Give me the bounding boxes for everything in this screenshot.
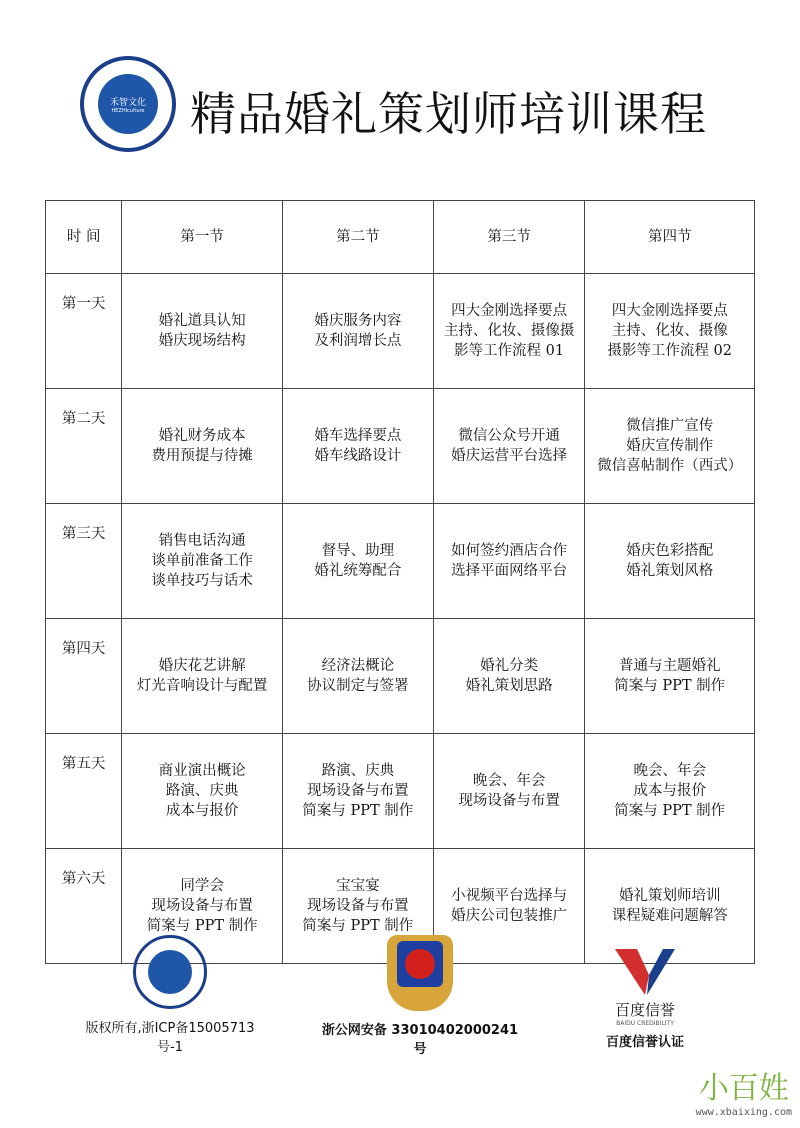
- session-cell: [433, 734, 585, 849]
- copyright-text: 版权所有,浙ICP备15005713号-1: [85, 1021, 255, 1055]
- session-line: 婚车线路设计: [314, 448, 402, 464]
- session-line: 婚礼分类: [480, 658, 539, 674]
- session-line: 晚会、年会: [633, 763, 706, 779]
- session-line: 宝宝宴: [336, 878, 380, 894]
- column-header: 时 间: [46, 201, 122, 274]
- watermark-url: www.xbaixing.com: [695, 1107, 792, 1118]
- session-line: 普通与主题婚礼: [618, 658, 721, 674]
- session-line: 协议制定与签署: [307, 678, 409, 694]
- session-line: 现场设备与布置: [307, 783, 409, 799]
- session-cell: [585, 504, 755, 619]
- column-header: 第二节: [282, 201, 433, 274]
- table-row: [46, 504, 755, 619]
- session-line: 简案与 PPT 制作: [614, 678, 726, 694]
- table-row: [46, 619, 755, 734]
- session-cell: [122, 274, 283, 389]
- session-line: 简案与 PPT 制作: [614, 803, 726, 819]
- session-line: 婚庆运营平台选择: [451, 448, 568, 464]
- session-line: 简案与 PPT 制作: [302, 918, 414, 934]
- session-line: 灯光音响设计与配置: [136, 678, 268, 694]
- session-cell: [585, 619, 755, 734]
- session-line: 经济法概论: [321, 658, 395, 674]
- baidu-logo-text: 百度信誉: [614, 1001, 675, 1019]
- session-line: 选择平面网络平台: [451, 563, 568, 579]
- watermark-text: 小百姓: [698, 1071, 789, 1106]
- session-line: 婚庆公司包装推广: [451, 908, 568, 924]
- day-label: 第二天: [46, 389, 122, 504]
- session-line: 婚礼策划思路: [465, 678, 553, 694]
- session-line: 婚礼策划师培训: [618, 888, 721, 904]
- baidu-sub-text: BAIDU CREDIBILITY: [616, 1020, 674, 1027]
- session-line: 费用预提与待摊: [151, 448, 253, 464]
- session-cell: [282, 734, 433, 849]
- table-row: [46, 389, 755, 504]
- baidu-cert-link[interactable]: 百度信誉认证: [605, 1035, 684, 1050]
- table-row: [46, 274, 755, 389]
- session-line: 同学会: [180, 878, 224, 894]
- session-line: 婚庆服务内容: [314, 313, 402, 329]
- session-line: 销售电话沟通: [158, 533, 246, 549]
- session-cell: [282, 389, 433, 504]
- session-line: 现场设备与布置: [458, 793, 560, 809]
- session-line: 路演、庆典: [165, 783, 239, 799]
- hezhi-seal-logo: [133, 935, 207, 1009]
- page-title: 精品婚礼策划师培训课程: [190, 87, 707, 141]
- session-line: 微信公众号开通: [458, 428, 560, 444]
- session-cell: [433, 619, 585, 734]
- session-line: 晚会、年会: [472, 773, 546, 789]
- session-cell: [282, 504, 433, 619]
- session-line: 婚庆现场结构: [158, 333, 246, 349]
- day-label: 第五天: [46, 734, 122, 849]
- session-line: 督导、助理: [321, 543, 395, 559]
- session-line: 及利润增长点: [314, 333, 402, 349]
- session-line: 成本与报价: [165, 803, 239, 819]
- session-cell: [282, 619, 433, 734]
- session-line: 现场设备与布置: [307, 898, 409, 914]
- session-line: 婚庆宣传制作: [626, 438, 714, 454]
- column-header: 第四节: [585, 201, 755, 274]
- session-line: 四大金刚选择要点: [451, 303, 568, 319]
- session-cell: [433, 274, 585, 389]
- session-line: 路演、庆典: [321, 763, 395, 779]
- table-row: [46, 734, 755, 849]
- session-line: 婚礼道具认知: [158, 313, 246, 329]
- session-cell: [122, 734, 283, 849]
- baidu-v-icon: [615, 949, 675, 995]
- police-emblem-icon: [387, 935, 453, 1011]
- logo-text: 禾智文化: [109, 97, 146, 108]
- schedule-table: [45, 200, 755, 964]
- session-line: 谈单技巧与话术: [151, 573, 253, 589]
- session-line: 微信喜帖制作（西式）: [597, 458, 743, 474]
- watermark: [696, 1063, 792, 1118]
- session-line: 影等工作流程 01: [454, 343, 565, 359]
- column-header: 第一节: [122, 201, 283, 274]
- hezhi-logo: [80, 56, 176, 152]
- session-line: 商业演出概论: [158, 763, 246, 779]
- day-label: 第四天: [46, 619, 122, 734]
- session-line: 简案与 PPT 制作: [146, 918, 258, 934]
- session-line: 婚礼财务成本: [158, 428, 246, 444]
- session-cell: [585, 849, 755, 964]
- session-line: 婚庆花艺讲解: [158, 658, 246, 674]
- day-label: 第一天: [46, 274, 122, 389]
- session-cell: [122, 504, 283, 619]
- session-line: 婚礼策划风格: [626, 563, 714, 579]
- police-record-link[interactable]: 浙公网安备 33010402000241号: [321, 1023, 519, 1057]
- session-line: 四大金刚选择要点: [611, 303, 728, 319]
- session-line: 婚庆色彩搭配: [626, 543, 714, 559]
- session-cell: [585, 274, 755, 389]
- session-cell: [433, 389, 585, 504]
- session-line: 婚车选择要点: [314, 428, 402, 444]
- session-cell: [433, 504, 585, 619]
- day-label: 第三天: [46, 504, 122, 619]
- session-line: 小视频平台选择与: [451, 888, 568, 904]
- session-line: 婚礼统筹配合: [314, 563, 402, 579]
- session-cell: [585, 389, 755, 504]
- session-line: 微信推广宣传: [626, 418, 714, 434]
- session-cell: [282, 274, 433, 389]
- session-line: 谈单前准备工作: [151, 553, 253, 569]
- session-line: 主持、化妆、摄像摄: [443, 323, 575, 339]
- session-line: 主持、化妆、摄像: [611, 323, 728, 339]
- session-cell: [122, 619, 283, 734]
- session-cell: [585, 734, 755, 849]
- session-line: 课程疑难问题解答: [611, 908, 728, 924]
- day-label: 第六天: [46, 849, 122, 964]
- session-cell: [122, 389, 283, 504]
- session-line: 如何签约酒店合作: [451, 543, 568, 559]
- session-line: 摄影等工作流程 02: [607, 343, 732, 359]
- column-header: 第三节: [433, 201, 585, 274]
- session-line: 现场设备与布置: [151, 898, 253, 914]
- session-line: 成本与报价: [633, 783, 706, 799]
- session-line: 简案与 PPT 制作: [302, 803, 414, 819]
- logo-sub: HEZHIculture: [111, 107, 145, 114]
